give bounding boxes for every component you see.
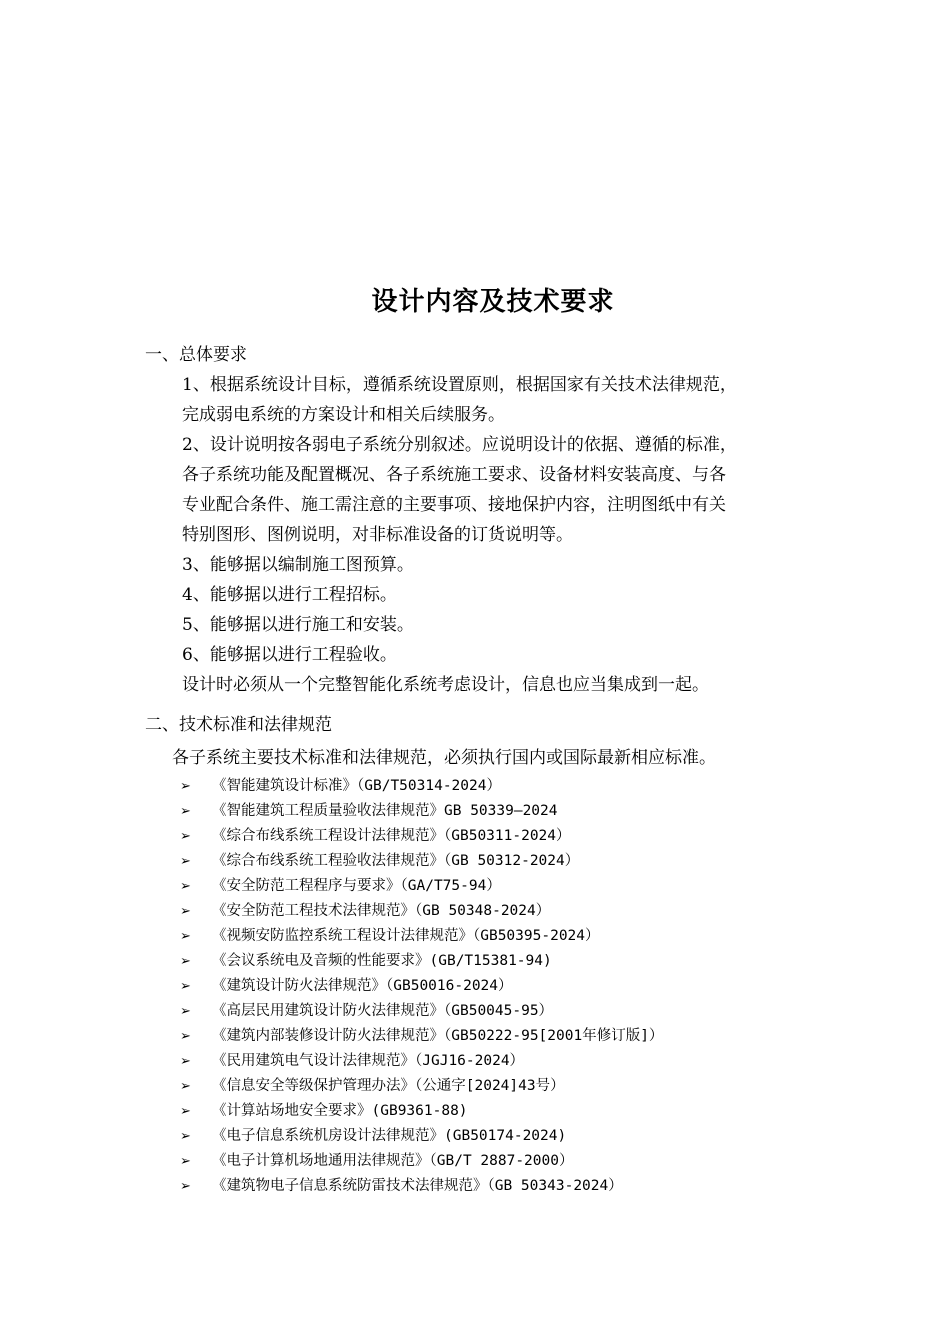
list-item bbox=[180, 1024, 663, 1049]
body-line: 6、能够据以进行工程验收。 bbox=[182, 645, 397, 665]
arrow-bullet-icon: ➢ bbox=[180, 1179, 191, 1194]
list-item bbox=[180, 799, 663, 824]
standards-list bbox=[180, 774, 663, 1199]
section-heading-technical-standards: 二、技术标准和法律规范 bbox=[145, 715, 332, 735]
arrow-bullet-icon: ➢ bbox=[180, 904, 191, 919]
standard-text: 《建筑物电子信息系统防雷技术法律规范》（GB 50343-2024） bbox=[212, 1178, 623, 1194]
arrow-bullet-icon: ➢ bbox=[180, 1004, 191, 1019]
standard-text: 《电子计算机场地通用法律规范》（GB/T 2887-2000） bbox=[212, 1153, 574, 1169]
list-item bbox=[180, 874, 663, 899]
standards-intro: 各子系统主要技术标准和法律规范，必须执行国内或国际最新相应标准。 bbox=[172, 748, 716, 768]
standard-text: 《会议系统电及音频的性能要求》(GB/T15381-94) bbox=[212, 953, 552, 969]
body-line: 各子系统功能及配置概况、各子系统施工要求、设备材料安装高度、与各 bbox=[182, 465, 726, 485]
arrow-bullet-icon: ➢ bbox=[180, 1104, 191, 1119]
arrow-bullet-icon: ➢ bbox=[180, 1154, 191, 1169]
general-requirements-body bbox=[182, 370, 812, 700]
arrow-bullet-icon: ➢ bbox=[180, 1054, 191, 1069]
list-item bbox=[180, 1174, 663, 1199]
body-line: 专业配合条件、施工需注意的主要事项、接地保护内容，注明图纸中有关 bbox=[182, 495, 726, 515]
standard-text: 《信息安全等级保护管理办法》（公通字[2024]43号） bbox=[212, 1078, 565, 1094]
list-item bbox=[180, 974, 663, 999]
body-line: 1、根据系统设计目标，遵循系统设置原则，根据国家有关技术法律规范， bbox=[182, 375, 737, 395]
body-line: 设计时必须从一个完整智能化系统考虑设计，信息也应当集成到一起。 bbox=[182, 675, 709, 695]
standard-text: 《民用建筑电气设计法律规范》（JGJ16-2024） bbox=[212, 1053, 525, 1069]
body-line: 完成弱电系统的方案设计和相关后续服务。 bbox=[182, 405, 505, 425]
arrow-bullet-icon: ➢ bbox=[180, 854, 191, 869]
arrow-bullet-icon: ➢ bbox=[180, 829, 191, 844]
arrow-bullet-icon: ➢ bbox=[180, 929, 191, 944]
arrow-bullet-icon: ➢ bbox=[180, 1079, 191, 1094]
list-item bbox=[180, 1049, 663, 1074]
standard-text: 《建筑内部装修设计防火法律规范》（GB50222-95[2001年修订版]） bbox=[212, 1028, 664, 1044]
arrow-bullet-icon: ➢ bbox=[180, 979, 191, 994]
arrow-bullet-icon: ➢ bbox=[180, 879, 191, 894]
standard-text: 《建筑设计防火法律规范》（GB50016-2024） bbox=[212, 978, 513, 994]
body-line: 4、能够据以进行工程招标。 bbox=[182, 585, 397, 605]
list-item bbox=[180, 849, 663, 874]
body-line: 3、能够据以编制施工图预算。 bbox=[182, 555, 414, 575]
body-line: 特别图形、图例说明，对非标准设备的订货说明等。 bbox=[182, 525, 573, 545]
standard-text: 《智能建筑工程质量验收法律规范》GB 50339—2024 bbox=[212, 803, 558, 819]
standard-text: 《综合布线系统工程验收法律规范》（GB 50312-2024） bbox=[212, 853, 580, 869]
standard-text: 《安全防范工程技术法律规范》（GB 50348-2024） bbox=[212, 903, 551, 919]
body-line: 2、设计说明按各弱电子系统分别叙述。应说明设计的依据、遵循的标准， bbox=[182, 435, 737, 455]
standard-text: 《计算站场地安全要求》(GB9361-88) bbox=[212, 1103, 468, 1119]
arrow-bullet-icon: ➢ bbox=[180, 1129, 191, 1144]
list-item bbox=[180, 824, 663, 849]
body-line: 5、能够据以进行施工和安装。 bbox=[182, 615, 414, 635]
list-item bbox=[180, 774, 663, 799]
arrow-bullet-icon: ➢ bbox=[180, 804, 191, 819]
standard-text: 《综合布线系统工程设计法律规范》（GB50311-2024） bbox=[212, 828, 571, 844]
list-item bbox=[180, 1124, 663, 1149]
list-item bbox=[180, 899, 663, 924]
arrow-bullet-icon: ➢ bbox=[180, 779, 191, 794]
list-item bbox=[180, 924, 663, 949]
list-item bbox=[180, 1149, 663, 1174]
list-item bbox=[180, 1099, 663, 1124]
arrow-bullet-icon: ➢ bbox=[180, 1029, 191, 1044]
list-item bbox=[180, 1074, 663, 1099]
standard-text: 《电子信息系统机房设计法律规范》(GB50174-2024) bbox=[212, 1128, 567, 1144]
list-item bbox=[180, 949, 663, 974]
list-item bbox=[180, 999, 663, 1024]
page-title: 设计内容及技术要求 bbox=[371, 287, 615, 317]
section-heading-general-requirements: 一、总体要求 bbox=[145, 345, 247, 365]
standard-text: 《高层民用建筑设计防火法律规范》（GB50045-95） bbox=[212, 1003, 554, 1019]
standard-text: 《视频安防监控系统工程设计法律规范》（GB50395-2024） bbox=[212, 928, 600, 944]
standard-text: 《智能建筑设计标准》（GB/T50314-2024） bbox=[212, 778, 501, 794]
arrow-bullet-icon: ➢ bbox=[180, 954, 191, 969]
standard-text: 《安全防范工程程序与要求》（GA/T75-94） bbox=[212, 878, 501, 894]
